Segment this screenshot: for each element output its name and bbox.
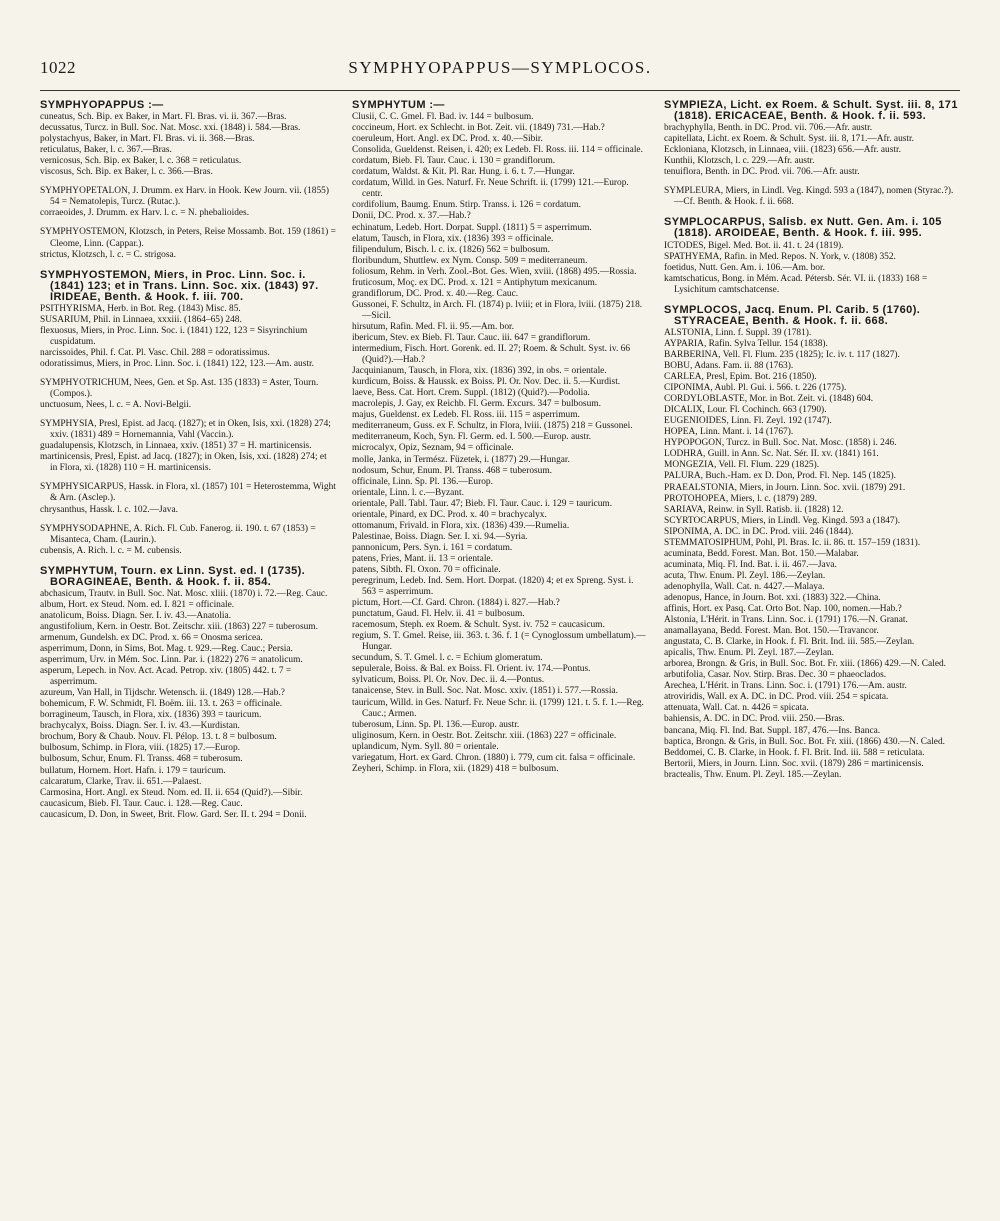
species-entry: angustata, C. B. Clarke, in Hook. f. Fl. Brit. Ind. iii. 585.—Zeylan. xyxy=(664,637,915,648)
species-entry: MONGEZIA, Vell. Fl. Flum. 229 (1825). xyxy=(664,460,820,471)
species-entry: brachyphylla, Benth. in DC. Prod. vii. 706.—Afr. austr. xyxy=(664,123,873,134)
species-entry: Arechea, L'Hérit. in Trans. Linn. Soc. i. (1791) 176.—Am. austr. xyxy=(664,681,907,692)
genus-heading: SYMPLOCARPUS, Salisb. ex Nutt. Gen. Am. i. 105 (1818). AROIDEAE, Benth. & Hook. f. iii. 995. xyxy=(664,216,942,240)
species-entry: caucasicum, D. Don, in Sweet, Brit. Flow. Gard. Ser. II. t. 294 = Donii. xyxy=(40,809,307,820)
species-entry: pannonicum, Pers. Syn. i. 161 = cordatum. xyxy=(352,542,513,553)
species-entry: regium, S. T. Gmel. Reise, iii. 363. t. 36. f. 1 (= Cynoglossum umbellatum).—Hungar. xyxy=(352,631,646,653)
species-entry: affinis, Hort. ex Pasq. Cat. Orto Bot. Nap. 100, nomen.—Hab.? xyxy=(664,604,902,615)
species-entry: cuneatus, Sch. Bip. ex Baker, in Mart. Fl. Bras. vi. ii. 367.—Bras. xyxy=(40,112,287,123)
species-entry: macrolepis, J. Gay, ex Reichb. Fl. Germ. Excurs. 347 = bulbosum. xyxy=(352,399,601,410)
species-entry: orientale, Pinard, ex DC. Prod. x. 40 = brachycalyx. xyxy=(352,509,547,520)
species-entry: acuminata, Miq. Fl. Ind. Bat. i. ii. 467.—Java. xyxy=(664,559,837,570)
species-entry: bulbosum, Schur, Enum. Fl. Transs. 468 = tuberosum. xyxy=(40,754,243,765)
species-entry: SARIAVA, Reinw. in Syll. Ratisb. ii. (1828) 12. xyxy=(664,504,844,515)
species-entry: strictus, Klotzsch, l. c. = C. strigosa. xyxy=(40,249,177,260)
species-entry: tanaicense, Stev. in Bull. Soc. Nat. Mosc. xxiv. (1851) i. 577.—Rossia. xyxy=(352,686,618,697)
species-entry: ibericum, Stev. ex Bieb. Fl. Taur. Cauc. iii. 647 = grandiflorum. xyxy=(352,332,591,343)
species-entry: AYPARIA, Rafin. Sylva Tellur. 154 (1838). xyxy=(664,338,828,349)
species-entry: Palestinae, Boiss. Diagn. Ser. I. xi. 94.—Syria. xyxy=(352,531,528,542)
species-entry: Carmosina, Hort. Angl. ex Steud. Nom. ed. II. ii. 654 (Quid?).—Sibir. xyxy=(40,787,303,798)
species-entry: elatum, Tausch, in Flora, xix. (1836) 393 = officinale. xyxy=(352,233,554,244)
species-entry: orientale, Pall. Tabl. Taur. 47; Bieb. Fl. Taur. Cauc. i. 129 = tauricum. xyxy=(352,498,613,509)
species-entry: foetidus, Nutt. Gen. Am. i. 106.—Am. bor. xyxy=(664,262,825,273)
species-entry: bulbosum, Schimp. in Flora, viii. (1825) 17.—Europ. xyxy=(40,743,240,754)
species-entry: SYMPHYSODAPHNE, A. Rich. Fl. Cub. Fanerog. ii. 190. t. 67 (1853) = Misanteca, Cham. (Laurin.). xyxy=(40,523,316,545)
species-entry: Alstonia, L'Hérit. in Trans. Linn. Soc. i. (1791) 176.—N. Granat. xyxy=(664,615,908,626)
species-entry: martinicensis, Presl, Epist. ad Jacq. (1827); in Oken, Isis, xxi. (1828) 274; et in Flora, xi. (1828) 110 = H. martinicensis. xyxy=(40,452,327,474)
species-entry: LODHRA, Guill. in Ann. Sc. Nat. Sér. II. xv. (1841) 161. xyxy=(664,449,879,460)
genus-heading: SYMPHYOPAPPUS :— xyxy=(40,100,164,111)
species-entry: Eckloniana, Klotzsch, in Linnaea, viii. (1823) 656.—Afr. austr. xyxy=(664,145,901,156)
species-entry: SYMPHYOSTEMON, Klotzsch, in Peters, Reise Mossamb. Bot. 159 (1861) = Cleome, Linn. (Cappar.). xyxy=(40,227,336,249)
species-entry: HOPEA, Linn. Mant. i. 14 (1767). xyxy=(664,427,794,438)
species-entry: SYMPHYOTRICHUM, Nees, Gen. et Sp. Ast. 135 (1833) = Aster, Tourn. (Compos.). xyxy=(40,378,319,400)
species-entry: sepulerale, Boiss. & Bal. ex Boiss. Fl. Orient. iv. 174.—Pontus. xyxy=(352,664,591,675)
species-entry: PALURA, Buch.-Ham. ex D. Don, Prod. Fl. Nep. 145 (1825). xyxy=(664,471,896,482)
species-entry: SYMPHYOPETALON, J. Drumm. ex Harv. in Hook. Kew Journ. vii. (1855) 54 = Nematolepis, Turcz. (Rutac.). xyxy=(40,186,329,208)
species-entry: armenum, Gundelsh. ex DC. Prod. x. 66 = Onosma sericea. xyxy=(40,632,263,643)
species-entry: ottomanum, Frivald. in Flora, xix. (1836) 439.—Rumelia. xyxy=(352,520,570,531)
species-entry: cordatum, Willd. in Ges. Naturf. Fr. Neue Schrift. ii. (1799) 121.—Europ. centr. xyxy=(352,178,629,200)
species-entry: arbutifolia, Casar. Nov. Stirp. Bras. Dec. 30 = phaeoclados. xyxy=(664,670,887,681)
species-entry: flexuosus, Miers, in Proc. Linn. Soc. i. (1841) 122, 123 = Sisyrinchium cuspidatum. xyxy=(40,325,308,347)
species-entry: ALSTONIA, Linn. f. Suppl. 39 (1781). xyxy=(664,327,812,338)
species-entry: coccineum, Hort. ex Schlecht. in Bot. Zeit. vii. (1849) 731.—Hab.? xyxy=(352,123,605,134)
species-entry: floribundum, Shuttlew. ex Nym. Consp. 509 = mediterraneum. xyxy=(352,255,588,266)
species-entry: adenophylla, Wall. Cat. n. 4427.—Malaya. xyxy=(664,581,825,592)
species-entry: reticulatus, Baker, l. c. 367.—Bras. xyxy=(40,145,172,156)
species-entry: nodosum, Schur, Enum. Pl. Transs. 468 = tuberosum. xyxy=(352,465,552,476)
species-entry: fruticosum, Moç. ex DC. Prod. x. 121 = Antiphytum mexicanum. xyxy=(352,277,598,288)
species-entry: CORDYLOBLASTE, Mor. in Bot. Zeit. vi. (1848) 604. xyxy=(664,394,874,405)
species-entry: atroviridis, Wall. ex A. DC. in DC. Prod. viii. 254 = spicata. xyxy=(664,692,889,703)
species-entry: filipendulum, Bisch. l. c. ix. (1826) 562 = bulbosum. xyxy=(352,244,550,255)
species-entry: hirsutum, Rafin. Med. Fl. ii. 95.—Am. bor. xyxy=(352,321,514,332)
species-entry: Bertorii, Miers, in Journ. Linn. Soc. xvii. (1879) 286 = martinicensis. xyxy=(664,758,924,769)
species-entry: SIPONIMA, A. DC. in DC. Prod. viii. 246 (1844). xyxy=(664,526,854,537)
species-entry: acuta, Thw. Enum. Pl. Zeyl. 186.—Zeylan. xyxy=(664,570,826,581)
species-entry: bractealis, Thw. Enum. Pl. Zeyl. 185.—Zeylan. xyxy=(664,769,842,780)
species-entry: patens, Sibth. Fl. Oxon. 70 = officinale. xyxy=(352,564,501,575)
species-entry: pictum, Hort.—Cf. Gard. Chron. (1884) i. 827.—Hab.? xyxy=(352,598,560,609)
page-header xyxy=(40,58,960,84)
species-entry: bullatum, Hornem. Hort. Hafn. i. 179 = tauricum. xyxy=(40,765,226,776)
species-entry: SUSARIUM, Phil. in Linnaea, xxxiii. (1864–65) 248. xyxy=(40,314,242,325)
species-entry: brochum, Bory & Chaub. Nouv. Fl. Pélop. 13. t. 8 = bulbosum. xyxy=(40,732,277,743)
species-entry: secundum, S. T. Gmel. l. c. = Echium glomeratum. xyxy=(352,653,543,664)
species-entry: decussatus, Turcz. in Bull. Soc. Nat. Mosc. xxi. (1848) i. 584.—Bras. xyxy=(40,123,301,134)
species-entry: PSITHYRISMA, Herb. in Bot. Reg. (1843) Misc. 85. xyxy=(40,303,241,314)
species-entry: anamallayana, Bedd. Forest. Man. Bot. 150.—Travancor. xyxy=(664,626,879,637)
species-entry: chrysanthus, Hassk. l. c. 102.—Java. xyxy=(40,504,178,515)
species-entry: coeruleum, Hort. Angl. ex DC. Prod. x. 40.—Sibir. xyxy=(352,134,543,145)
species-entry: cordatum, Bieb. Fl. Taur. Cauc. i. 130 = grandiflorum. xyxy=(352,156,556,167)
genus-heading: SYMPIEZA, Licht. ex Roem. & Schult. Syst. iii. 8, 171 (1818). ERICACEAE, Benth. & Hook. f. ii. 593. xyxy=(664,100,958,123)
species-entry: narcissoides, Phil. f. Cat. Pl. Vasc. Chil. 288 = odoratissimus. xyxy=(40,347,270,358)
species-entry: borragineum, Tausch, in Flora, xix. (1836) 393 = tauricum. xyxy=(40,710,262,721)
species-entry: azureum, Van Hall, in Tijdschr. Wetensch. ii. (1849) 128.—Hab.? xyxy=(40,688,285,699)
genus-heading: SYMPHYTUM :— xyxy=(352,100,445,111)
species-entry: tuberosum, Linn. Sp. Pl. 136.—Europ. austr. xyxy=(352,719,520,730)
species-entry: PRAEALSTONIA, Miers, in Journ. Linn. Soc. xvii. (1879) 291. xyxy=(664,482,906,493)
species-entry: BOBU, Adans. Fam. ii. 88 (1763). xyxy=(664,360,794,371)
genus-heading: SYMPLOCOS, Jacq. Enum. Pl. Carib. 5 (1760). STYRACEAE, Benth. & Hook. f. ii. 668. xyxy=(664,303,921,327)
species-entry: Beddomei, C. B. Clarke, in Hook. f. Fl. Brit. Ind. iii. 588 = reticulata. xyxy=(664,747,925,758)
species-entry: vernicosus, Sch. Bip. ex Baker, l. c. 368 = reticulatus. xyxy=(40,156,242,167)
species-entry: bahiensis, A. DC. in DC. Prod. viii. 250.—Bras. xyxy=(664,714,845,725)
species-entry: asperrimum, Urv. in Mém. Soc. Linn. Par. i. (1822) 276 = anatolicum. xyxy=(40,655,303,666)
species-entry: kamtschaticus, Bong. in Mém. Acad. Pétersb. Sér. VI. ii. (1833) 168 = Lysichitum camtschatcense. xyxy=(664,273,928,295)
species-entry: Gussonei, F. Schultz, in Arch. Fl. (1874) p. lviii; et in Flora, lviii. (1875) 218.—Sicil. xyxy=(352,299,643,321)
species-entry: capitellata, Licht. ex Roem. & Schult. Syst. iii. 8, 171.—Afr. austr. xyxy=(664,134,914,145)
genus-heading: SYMPHYOSTEMON, Miers, in Proc. Linn. Soc. i. (1841) 123; et in Trans. Linn. Soc. xix. (1843) 97. IRIDEAE, Benth. & Hook. f. iii. 700. xyxy=(40,268,319,303)
species-entry: apicalis, Thw. Enum. Pl. Zeyl. 187.—Zeylan. xyxy=(664,648,835,659)
species-entry: PROTOHOPEA, Miers, l. c. (1879) 289. xyxy=(664,493,817,504)
species-entry: Jacquinianum, Tausch, in Flora, xix. (1836) 392, in obs. = orientale. xyxy=(352,366,607,377)
species-entry: anatolicum, Boiss. Diagn. Ser. I. iv. 43.—Anatolia. xyxy=(40,610,232,621)
species-entry: mediterraneum, Guss. ex F. Schultz, in Flora, lviii. (1875) 218 = Gussonei. xyxy=(352,421,633,432)
species-entry: Zeyheri, Schimp. in Flora, xii. (1829) 418 = bulbosum. xyxy=(352,763,559,774)
species-entry: punctatum, Gaud. Fl. Helv. ii. 41 = bulbosum. xyxy=(352,609,525,620)
species-entry: kurdicum, Boiss. & Haussk. ex Boiss. Pl. Or. Nov. Dec. ii. 5.—Kurdist. xyxy=(352,377,621,388)
species-entry: Donii, DC. Prod. x. 37.—Hab.? xyxy=(352,211,471,222)
species-entry: HYPOPOGON, Turcz. in Bull. Soc. Nat. Mosc. (1858) i. 246. xyxy=(664,438,897,449)
text-columns xyxy=(40,100,960,1207)
species-entry: foliosum, Rehm. in Verh. Zool.-Bot. Ges. Wien, xviii. (1868) 495.—Rossia. xyxy=(352,266,637,277)
species-entry: corraeoides, J. Drumm. ex Harv. l. c. = N. phebalioides. xyxy=(40,208,250,219)
species-entry: SPATHYEMA, Rafin. in Med. Repos. N. York, v. (1808) 352. xyxy=(664,251,896,262)
species-entry: variegatum, Hort. ex Gard. Chron. (1880) i. 779, cum cit. falsa = officinale. xyxy=(352,752,636,763)
species-entry: BARBERINA, Vell. Fl. Flum. 235 (1825); Ic. iv. t. 117 (1827). xyxy=(664,349,900,360)
species-entry: viscosus, Sch. Bip. ex Baker, l. c. 366.—Bras. xyxy=(40,167,213,178)
species-entry: Kunthii, Klotzsch, l. c. 229.—Afr. austr. xyxy=(664,156,815,167)
species-entry: unctuosum, Nees, l. c. = A. Novi-Belgii. xyxy=(40,400,192,411)
species-entry: echinatum, Ledeb. Hort. Dorpat. Suppl. (1811) 5 = asperrimum. xyxy=(352,222,592,233)
genus-heading: SYMPHYTUM, Tourn. ex Linn. Syst. ed. I (1735). BORAGINEAE, Benth. & Hook. f. ii. 854. xyxy=(40,564,306,588)
column-right xyxy=(664,100,960,1207)
page-number: 1022 xyxy=(40,58,76,77)
species-entry: microcalyx, Opiz, Seznam, 94 = officinale. xyxy=(352,443,514,454)
species-entry: tenuiflora, Benth. in DC. Prod. vii. 706.—Afr. austr. xyxy=(664,167,860,178)
species-entry: calcaratum, Clarke, Trav. ii. 651.—Palaest. xyxy=(40,776,202,787)
species-entry: caucasicum, Bieb. Fl. Taur. Cauc. i. 128.—Reg. Cauc. xyxy=(40,798,243,809)
species-entry: angustifolium, Kern. in Oestr. Bot. Zeitschr. xiii. (1863) 227 = tuberosum. xyxy=(40,621,318,632)
species-entry: acuminata, Bedd. Forest. Man. Bot. 150.—Malabar. xyxy=(664,548,859,559)
species-entry: CIPONIMA, Aubl. Pl. Gui. i. 566. t. 226 (1775). xyxy=(664,383,847,394)
species-entry: laeve, Bess. Cat. Hort. Crem. Suppl. (1812) (Quid?).—Podolia. xyxy=(352,388,590,399)
species-entry: asperrimum, Donn, in Sims, Bot. Mag. t. 929.—Reg. Cauc.; Persia. xyxy=(40,644,293,655)
species-entry: ICTODES, Bigel. Med. Bot. ii. 41. t. 24 (1819). xyxy=(664,240,844,251)
running-title: SYMPHYOPAPPUS—SYMPLOCOS. xyxy=(348,58,652,77)
species-entry: cubensis, A. Rich. l. c. = M. cubensis. xyxy=(40,545,182,556)
species-entry: polystachyus, Baker, in Mart. Fl. Bras. vi. ii. 368.—Bras. xyxy=(40,134,255,145)
species-entry: SYMPLEURA, Miers, in Lindl. Veg. Kingd. 593 a (1847), nomen (Styrac.?).—Cf. Benth. & Hook. f. ii. 668. xyxy=(664,186,954,208)
column-middle xyxy=(352,100,648,1207)
species-entry: STEMMATOSIPHUM, Pohl, Pl. Bras. Ic. ii. 86. tt. 157–159 (1831). xyxy=(664,537,921,548)
column-left xyxy=(40,100,336,1207)
species-entry: peregrinum, Ledeb. Ind. Sem. Hort. Dorpat. (1820) 4; et ex Spreng. Syst. i. 563 = asperrimum. xyxy=(352,576,634,598)
species-entry: cordatum, Waldst. & Kit. Pl. Rar. Hung. i. 6. t. 7.—Hungar. xyxy=(352,167,575,178)
species-entry: adenopus, Hance, in Journ. Bot. xxi. (1883) 322.—China. xyxy=(664,592,881,603)
species-entry: attenuata, Wall. Cat. n. 4426 = spicata. xyxy=(664,703,809,714)
species-entry: majus, Gueldenst. ex Ledeb. Fl. Ross. iii. 115 = asperrimum. xyxy=(352,410,580,421)
species-entry: baptica, Brongn. & Gris, in Bull. Soc. Bot. Fr. xiii. (1866) 430.—N. Caled. xyxy=(664,736,945,747)
species-entry: molle, Janka, in Termész. Füzetek, i. (1877) 29.—Hungar. xyxy=(352,454,570,465)
species-entry: odoratissimus, Miers, in Proc. Linn. Soc. i. (1841) 122, 123.—Am. austr. xyxy=(40,358,314,369)
header-rule xyxy=(40,90,960,91)
species-entry: cordifolium, Baumg. Enum. Stirp. Transs. i. 126 = cordatum. xyxy=(352,200,581,211)
species-entry: racemosum, Steph. ex Roem. & Schult. Syst. iv. 752 = caucasicum. xyxy=(352,620,605,631)
species-entry: intermedium, Fisch. Hort. Gorenk. ed. II. 27; Roem. & Schult. Syst. iv. 66 (Quid?).—Hab.? xyxy=(352,344,631,366)
species-entry: CARLEA, Presl, Epim. Bot. 216 (1850). xyxy=(664,372,817,383)
species-entry: orientale, Linn. l. c.—Byzant. xyxy=(352,487,464,498)
species-entry: Consolida, Gueldenst. Reisen, i. 420; ex Ledeb. Fl. Ross. iii. 114 = officinale. xyxy=(352,145,643,156)
species-entry: sylvaticum, Boiss. Pl. Or. Nov. Dec. ii. 4.—Pontus. xyxy=(352,675,545,686)
species-entry: grandiflorum, DC. Prod. x. 40.—Reg. Cauc. xyxy=(352,288,519,299)
species-entry: uplandicum, Nym. Syll. 80 = orientale. xyxy=(352,741,499,752)
species-entry: bohemicum, F. W. Schmidt, Fl. Boëm. iii. 13. t. 263 = officinale. xyxy=(40,699,283,710)
species-entry: SCYRTOCARPUS, Miers, in Lindl. Veg. Kingd. 593 a (1847). xyxy=(664,515,901,526)
species-entry: EUGENIOIDES, Linn. Fl. Zeyl. 192 (1747). xyxy=(664,416,832,427)
species-entry: mediterraneum, Koch, Syn. Fl. Germ. ed. I. 500.—Europ. austr. xyxy=(352,432,592,443)
species-entry: Clusii, C. C. Gmel. Fl. Bad. iv. 144 = bulbosum. xyxy=(352,112,534,123)
species-entry: SYMPHYSICARPUS, Hassk. in Flora, xl. (1857) 101 = Heterostemma, Wight & Arn. (Asclep.). xyxy=(40,482,336,504)
species-entry: abchasicum, Trautv. in Bull. Soc. Nat. Mosc. xliii. (1870) i. 72.—Reg. Cauc. xyxy=(40,588,328,599)
species-entry: patens, Fries, Mant. ii. 13 = orientale. xyxy=(352,553,493,564)
species-entry: DICALIX, Lour. Fl. Cochinch. 663 (1790). xyxy=(664,405,827,416)
species-entry: SYMPHYSIA, Presl, Epist. ad Jacq. (1827); et in Oken, Isis, xxi. (1828) 274; xxiv. (1831) 489 = Hornemannia, Vahl (Vaccin.). xyxy=(40,419,331,441)
species-entry: officinale, Linn. Sp. Pl. 136.—Europ. xyxy=(352,476,493,487)
species-entry: asperum, Lepech. in Nov. Act. Acad. Petrop. xiv. (1805) 442. t. 7 = asperrimum. xyxy=(40,666,292,688)
species-entry: tauricum, Willd. in Ges. Naturf. Fr. Neue Schr. ii. (1799) 121. t. 5. f. 1.—Reg. Cauc.; Armen. xyxy=(352,697,644,719)
species-entry: album, Hort. ex Steud. Nom. ed. I. 821 = officinale. xyxy=(40,599,235,610)
species-entry: uliginosum, Kern. in Oestr. Bot. Zeitschr. xiii. (1863) 227 = officinale. xyxy=(352,730,617,741)
species-entry: bancana, Miq. Fl. Ind. Bat. Suppl. 187, 476.—Ins. Banca. xyxy=(664,725,881,736)
species-entry: guadalupensis, Klotzsch, in Linnaea, xxiv. (1851) 37 = H. martinicensis. xyxy=(40,441,312,452)
species-entry: brachycalyx, Boiss. Diagn. Ser. I. iv. 43.—Kurdistan. xyxy=(40,721,240,732)
species-entry: arborea, Brongn. & Gris, in Bull. Soc. Bot. Fr. xiii. (1866) 429.—N. Caled. xyxy=(664,659,947,670)
